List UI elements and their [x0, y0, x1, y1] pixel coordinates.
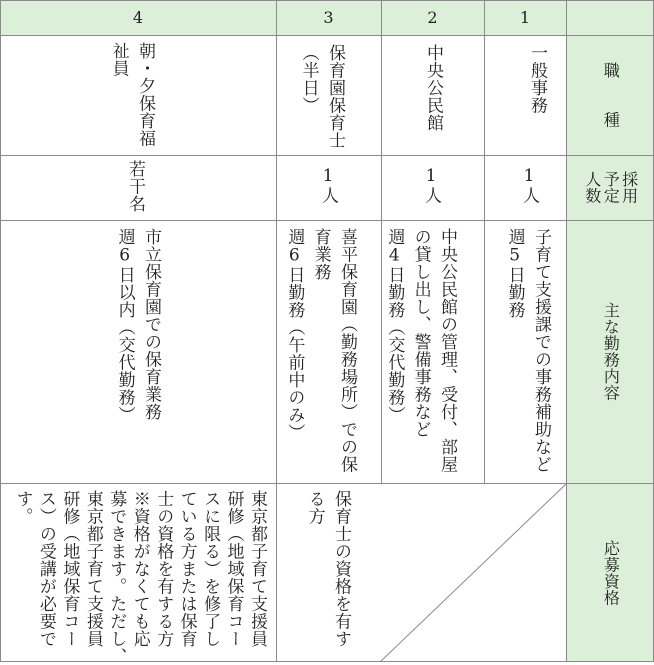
- grid-line: [276, 0, 277, 662]
- duties-4: 市立保育園での保育業務 週6日以内（交代勤務）: [114, 228, 161, 424]
- grid-line: [484, 0, 485, 484]
- row-label-duties: 主な勤務内容: [601, 302, 621, 401]
- grid-line: [0, 35, 654, 36]
- column-number-1: 1: [484, 0, 566, 35]
- row-label-qualification-cell: [566, 484, 654, 662]
- column-number-3: 3: [276, 0, 381, 35]
- duties-2: 中央公民館の管理、受付、部屋 の貸し出し、警備事務など 週4日勤務（交代勤務）: [384, 228, 457, 473]
- qualification-4: 東京都子育て支援員 研修（地域保育コー スに限る）を修了し ている方または保育 士の資格を有する方 ※資格がなくても応 募できます。ただし、 東京都子育て支援員 研修（地域保育コー ス）の受講が必要で す。: [12, 490, 267, 665]
- not-applicable-slash: [380, 484, 566, 662]
- row-label-qualification: 応募資格: [601, 540, 621, 606]
- duties-3: 喜平保育園（勤務場所）での保 育業務 週6日勤務（午前中のみ）: [284, 228, 357, 473]
- row-label-duties-cell: [566, 220, 654, 483]
- grid-line: [0, 155, 654, 156]
- row-label-headcount: 採用 予定 人数: [582, 171, 639, 204]
- qualification-3: 保育士の資格を有す る方: [304, 490, 351, 648]
- headcount-2: 1人: [421, 166, 441, 204]
- column-number-2: 2: [381, 0, 484, 35]
- headcount-4: 若干名: [125, 160, 145, 213]
- grid-line: [0, 220, 654, 221]
- row-label-headcount-cell: [566, 155, 654, 220]
- job-type-1: 一般事務: [527, 44, 547, 114]
- column-number-4: 4: [0, 0, 276, 35]
- headcount-1: 1人: [519, 166, 539, 204]
- job-type-3: 保育園保育士 （半日）: [298, 44, 345, 149]
- duties-1: 子育て支援課での事務補助など 週5日勤務: [504, 228, 551, 473]
- row-label-job-type: 職 種: [601, 62, 621, 128]
- grid-line: [0, 0, 1, 662]
- job-type-2: 中央公民館: [423, 44, 443, 132]
- row-label-job-type-cell: [566, 35, 654, 155]
- job-type-4: 朝・夕保育福 祉員: [108, 42, 155, 147]
- headcount-3: 1人: [318, 166, 338, 204]
- grid-line: [0, 0, 654, 1]
